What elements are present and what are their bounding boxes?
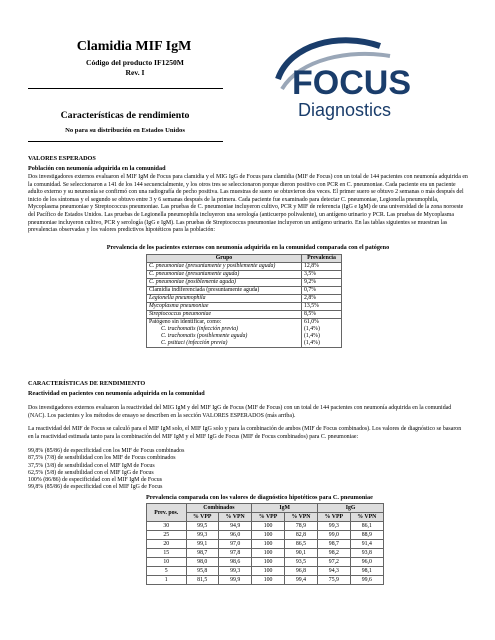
table1-caption: Prevalencia de los pacientes externos con neumonía adquirida en la comunidad comparada con el patógeno	[106, 244, 390, 251]
table1-header-group: Grupo	[147, 255, 302, 263]
section-subheading-reactivity: Reactividad en pacientes con neumonía adquirida en la comunidad	[28, 390, 205, 397]
table-row: 15 98,7 97,8 100 90,1 98,2 93,8	[147, 549, 384, 558]
table-row-unidentified: Patógeno sin identificar, como: C. trachomatis (infección previa) C. trachomatis (posiblemente aguda) C. psittaci (infección previa) 61,0% (1,4%) (1,4%) (1,4%)	[147, 319, 342, 348]
table-row: 5 95,8 99,3 100 96,8 94,3 98,1	[147, 567, 384, 576]
table-row: Mycoplasma pneumoniae 13,5%	[147, 303, 342, 311]
list-item: 100% (86/86) de especificidad con el MIF IgM de Focus	[28, 477, 162, 484]
paragraph-methods: Dos investigadores externos evaluaron el MIF IgM de Focus para clamidia y el MIG IgG de Focus para clamidia (MIF de Focus) con un total de 144 pacientes con neumonía adquirida en la comunidad. Se seleccionaron a 141 de los 144 secuencialmente, y los otros tres se seleccionaron porque dieron positivo con PCR en C. pneumoniae. Cada paciente era un paciente adulto externo y su neumonía se confirmó con una radiografía de pecho positiva. Las muestras de suero se obtuvieron dos veces. El primer suero se obtuvo 2 semanas o más después del inicio de los síntomas y el segundo se obtuvo entre 3 y 6 semanas después de la primera. Cada paciente fue examinado para detectar C. pneumoniae, Legionella pneumophila, Mycoplasma pneumoniae y Streptococcus pneumoniae. Las pruebas de C. pneumoniae incluyeron cultivo, PCR y MIF de referencia (IgG e IgM) de una universidad de la zona noroeste del Pacífico de Estados Unidos. Las pruebas de Legionella pneumophila incluyeron una serología (anticuerpo polivalente), un antígeno urinario y PCR. Las pruebas de Mycoplasma pneumoniae incluyeron cultivo, PCR y serología (IgG e IgM). Las pruebas de Streptococcus pneumoniae incluyeron un antígeno urinario. En las tablas siguientes se muestran las prevalencias observadas y los valores predictivos hipotéticos para la población:	[28, 174, 468, 234]
table-row: Clamidia indiferenciada (presuntamente aguda) 0,7%	[147, 287, 342, 295]
document-title: Clamidia MIF IgM	[76, 39, 192, 54]
table-row: C. pneumoniae (presuntamente y posiblemente aguda) 12,8%	[147, 263, 342, 271]
table-row: 25 99,3 96,0 100 82,8 99,0 88,9	[147, 531, 384, 540]
header-rule-bottom	[28, 141, 223, 142]
performance-list	[28, 448, 184, 492]
table2-header-igm: IgM	[252, 504, 318, 513]
paragraph-diagnostic-values: La reactividad del MIF de Focus se calculó para el MIF IgM solo, el MIF IgG solo y para la combinación de ambos (MIF de Focus combinados). Los valores de diagnóstico se basaron en la reactividad estimada tanto para la combinación del MIF IgM y el MIF IgG de Focus (MIF de Focus combinados) para C. pneumoniae:	[28, 426, 462, 440]
table-row: C. pneumoniae (presuntamente aguda) 3,5%	[147, 271, 342, 279]
section-heading-performance: CARACTERÍSTICAS DE RENDIMIENTO	[28, 380, 146, 387]
table-row: Legionella pneumophila 2,8%	[147, 295, 342, 303]
document-subtitle: Características de rendimiento	[60, 110, 190, 121]
revision: Rev. I	[125, 68, 145, 77]
table-row: 30 99,5 94,9 100 78,9 99,3 86,1	[147, 522, 384, 531]
table-row: 1 81,5 99,9 100 99,4 75,9 99,6	[147, 576, 384, 585]
list-item: 87,5% (7/8) de sensibilidad con los MIF de Focus combinados	[28, 455, 176, 462]
list-item: 62,5% (5/8) de sensibilidad con el MIF IgG de Focus	[28, 469, 154, 476]
table2-header-combined: Combinados	[186, 504, 252, 513]
product-code: Código del producto IF1250M	[86, 58, 184, 67]
product-code-block	[60, 58, 210, 78]
section-subheading-population: Población con neumonía adquirida en la comunidad	[28, 165, 166, 172]
table2-caption: Prevalencia comparada con los valores de diagnóstico hipotéticos para C. pneumoniae	[146, 494, 373, 501]
header-rule-top	[28, 88, 223, 89]
list-item: 99,8% (85/86) de especificidad con los MIF de Focus combinados	[28, 448, 185, 454]
paragraph-reactivity: Dos investigadores externos evaluaron la reactividad del MIG IgM y del MIF IgG de Focus (MIF de Focus) con un total de 144 pacientes con neumonía adquirida en la comunidad (NAC). Los pacientes y los métodos de ensayo se describen en la sección VALORES ESPERADOS (más arriba).	[28, 405, 452, 419]
logo-word-diagnostics: Diagnostics	[298, 100, 392, 120]
table-row: 10 98,0 98,6 100 93,5 97,2 96,0	[147, 558, 384, 567]
list-item: 37,5% (3/8) de sensibilidad con el MIF IgM de Focus	[28, 462, 155, 469]
logo-word-focus: FOCUS	[292, 64, 411, 102]
table-row: Streptococcus pneumoniae 8,5%	[147, 311, 342, 319]
prevalence-table	[146, 254, 342, 348]
section-heading-expected-values: VALORES ESPERADOS	[28, 155, 96, 162]
distribution-note: No para su distribución en Estados Unidos	[65, 127, 185, 134]
focus-diagnostics-logo	[270, 34, 470, 124]
predictive-values-table: Prev. pos. Combinados IgM IgG % VPP % VPN % VPP % VPN % VPP % VPN 30 99,5 94,9 100 78,9 99,3 86,1 25 99,3 96,0 100 82,8 99,0 88,9 20 99,1 97,0 100 86,5 98,7 91,4 15 98,7 97,8 100 90,1 98,2 93,8 10 98,0 98,6 100 93,5 97,2 96,0 5 95,8 99,3 100 96,8 94,3 98,1 1 81,5 99,9 100 99,4 75,9 99,6	[146, 503, 384, 585]
table2-header-igg: IgG	[318, 504, 384, 513]
table2-header-prevalence: Prev. pos.	[147, 504, 187, 522]
table-row: C. pneumoniae (posiblemente aguda) 9,2%	[147, 279, 342, 287]
table1-header-prevalence: Prevalencia	[302, 255, 342, 263]
list-item: 99,8% (85/86) de especificidad con el MIF IgG de Focus	[28, 484, 163, 491]
table2-body	[147, 522, 384, 585]
table-row: 20 99,1 97,0 100 86,5 98,7 91,4	[147, 540, 384, 549]
